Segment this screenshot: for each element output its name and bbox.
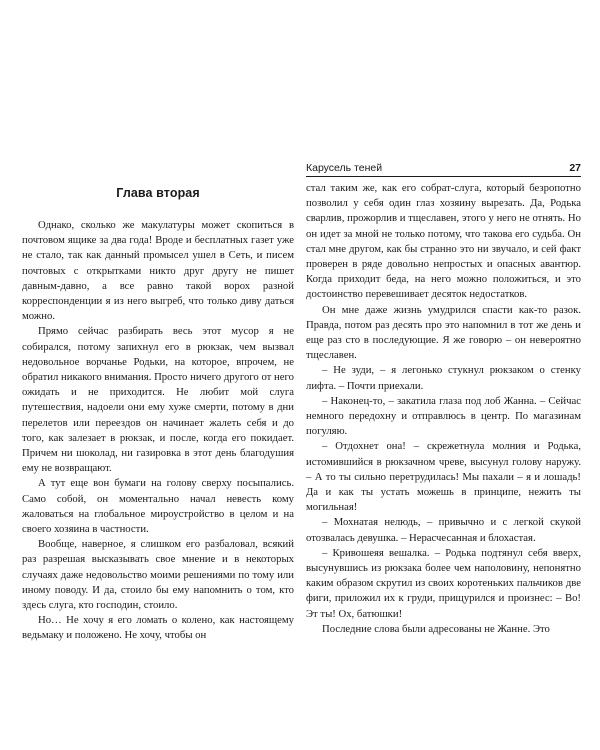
left-paragraph-1: Однако, сколько же макулатуры может скопиться в почтовом ящике за два года! Вроде и бесплатных газет уже не стало, так как данный промысел ушел в Сеть, и писем почтовых с открытками никто друг другу не пишет давным-давно, а все равно такой ворох разной корреспонденции я из него выгреб, что только диву даться можно. (22, 219, 294, 323)
right-page (306, 162, 581, 637)
running-head-title: Карусель теней (306, 162, 383, 174)
left-paragraph-3: А тут еще вон бумаги на голову сверху посыпались. Само собой, он моментально начал невесть кому жаловаться на глобальное мироустройство в целом и на своего хозяина в частности. (22, 477, 294, 536)
right-paragraph-1: стал таким же, как его собрат-слуга, который безропотно позволил у себя один глаз хозяину вырезать. Да, Родька сварлив, прожорлив и тщеславен, этого у него не отнять. Но он идет за мной не только потому, что такова его судьба. Он стал мне другом, как бы странно это ни звучало, и сей факт проверен в ряде довольно непростых и опасных авантюр. Когда приходит беда, на него можно положиться, и это достоинство перевешивает десяток недостатков. (306, 182, 581, 301)
chapter-title: Глава вторая (116, 186, 200, 200)
right-paragraph-4: – Наконец-то, – закатила глаза под лоб Жанна. – Сейчас немного передохну и отправлюсь в центр. По магазинам погуляю. (306, 394, 581, 438)
right-paragraph-3: – Не зуди, – я легонько стукнул рюкзаком о стенку лифта. – Почти приехали. (306, 364, 581, 392)
left-paragraph-5: Но… Не хочу я его ломать о колено, как настоящему ведьмаку и положено. Не хочу, чтобы он (22, 614, 294, 642)
right-paragraph-2: Он мне даже жизнь умудрился спасти как-то разок. Правда, потом раз десять про это напомнил в тот же день и еще раз сто в последующие. Я же говорю – он невероятно тщеславен. (306, 303, 581, 362)
page-gutter (299, 150, 300, 730)
page-number: 27 (569, 162, 581, 174)
left-paragraph-2: Прямо сейчас разбирать весь этот мусор я не собирался, потому запихнул его в рюкзак, чем вызвал недовольное ворчанье Родьки, на которое, впрочем, не обратил никакого внимания. Просто ничего другого от него ожидать и не приходится. Не любит мой слуга путешествия, надоели они ему хуже смерти, потому в дни перелетов или переездов он начинает жалеть себя и до того, как залезает в рюкзак, и после, когда его покидает. Причем ни шоколад, ни газировка в этот день благодушия ему не возвращают. (22, 325, 294, 475)
right-paragraph-6: – Мохнатая нелюдь, – привычно и с легкой скукой отозвалась девушка. – Нерасчесанная и блохастая. (306, 516, 581, 544)
running-head (306, 162, 581, 177)
left-page (22, 186, 294, 644)
left-paragraph-4: Вообще, наверное, я слишком его разбаловал, всякий раз разрешая высказывать свое мнение и в некоторых случаях даже недовольство моими решениями по тому или иному поводу. И да, стоило бы ему напомнить о том, кто здесь слуга, кто господин, стоило. (22, 538, 294, 612)
right-paragraph-7: – Кривошеяя вешалка. – Родька подтянул себя вверх, высунувшись из рюкзака более чем наполовину, непонятно каким образом скрутил из своих коротеньких пальчиков две фиги, приложил их к груди, прищурился и произнес: – Во! Эт ты! Ох, батюшки! (306, 546, 581, 620)
right-paragraph-5: – Отдохнет она! – скрежетнула молния и Родька, истомившийся в рюкзачном чреве, высунул голову наружу. – А то ты сильно перетрудилась! Мы пахали – я и лошадь! Да и как ты устать можешь в принципе, нежить ты могильная! (306, 440, 581, 514)
right-paragraph-8: Последние слова были адресованы не Жанне. Это (322, 622, 550, 635)
